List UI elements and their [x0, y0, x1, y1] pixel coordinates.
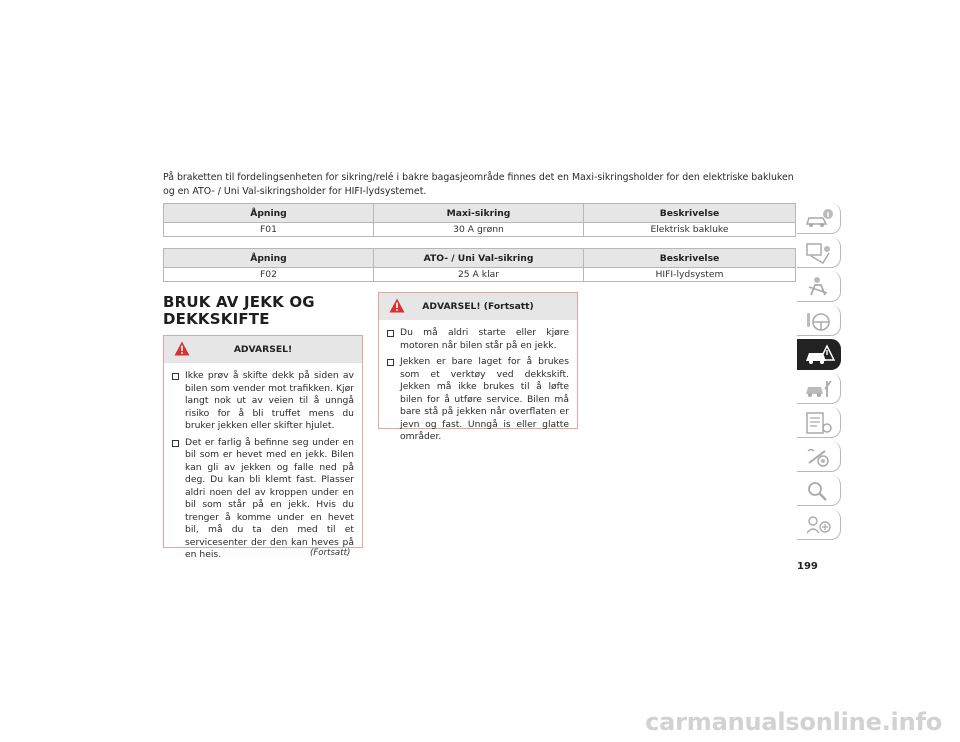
column-header: Beskrivelse — [584, 204, 796, 223]
table-cell: F01 — [164, 223, 374, 237]
tab-service[interactable] — [797, 373, 841, 404]
section-heading — [163, 294, 315, 328]
continued-label: (Fortsatt) — [310, 548, 351, 558]
warning-lights-icon — [803, 241, 835, 265]
watermark-link[interactable]: carmanualsonline.info — [645, 708, 942, 736]
table-header-row — [164, 204, 796, 223]
page-number: 199 — [797, 561, 818, 572]
column-header: Åpning — [164, 204, 374, 223]
list-item — [172, 370, 354, 433]
warning-triangle-icon — [389, 298, 405, 313]
table-cell: 25 A klar — [374, 268, 584, 282]
specifications-icon — [803, 411, 835, 435]
emergency-icon — [803, 343, 835, 367]
warning-box-continued — [378, 292, 578, 442]
list-item — [172, 437, 354, 562]
list-item — [387, 356, 569, 444]
warning-text: Ikke prøv å skifte dekk på siden av bilen som vender mot trafikken. Kjør langt nok ut av veien til å unngå risiko for å bli truffet mens du bruker jekken eller skifter hjulet. — [185, 370, 354, 431]
safety-icon — [803, 275, 835, 299]
column-header: ATO- / Uni Val-sikring — [374, 249, 584, 268]
column-header: Åpning — [164, 249, 374, 268]
tab-specifications[interactable] — [797, 407, 841, 438]
warning-header — [164, 336, 362, 363]
list-item — [387, 327, 569, 352]
table-header-row — [164, 249, 796, 268]
column-header: Maxi-sikring — [374, 204, 584, 223]
tab-safety[interactable] — [797, 271, 841, 302]
search-index-icon — [803, 479, 835, 503]
warning-title: ADVARSEL! (Fortsatt) — [422, 301, 534, 312]
warning-title: ADVARSEL! — [233, 344, 293, 355]
car-info-icon — [803, 207, 835, 231]
tab-warning-lights[interactable] — [797, 237, 841, 268]
tab-emergency[interactable] — [797, 339, 841, 370]
section-heading-line: BRUK AV JEKK OG — [163, 293, 315, 311]
checkbox-bullet-icon — [387, 359, 394, 366]
tab-language[interactable] — [797, 509, 841, 540]
tab-car-info[interactable] — [797, 203, 841, 234]
table-cell: F02 — [164, 268, 374, 282]
column-header: Beskrivelse — [584, 249, 796, 268]
table-cell: 30 A grønn — [374, 223, 584, 237]
service-icon — [803, 377, 835, 401]
warning-header — [379, 293, 577, 320]
checkbox-bullet-icon — [387, 330, 394, 337]
warning-triangle-icon — [174, 341, 190, 356]
warning-text: Du må aldri starte eller kjøre motoren når bilen står på en jekk. — [400, 327, 569, 351]
steering-wheel-icon — [803, 309, 835, 333]
table-row — [164, 223, 796, 237]
warning-text: Jekken er bare laget for å brukes som et verktøy ved dekkskift. Jekken må ikke brukes til å løfte bilen for å utføre service. Bilen må bare stå på jekken når overflaten er jevn og fast. Unngå is eller glatte områder. — [400, 356, 569, 442]
tab-search-index[interactable] — [797, 475, 841, 506]
ato-fuse-table — [163, 248, 796, 282]
tab-multimedia[interactable] — [797, 441, 841, 472]
intro-paragraph: På braketten til fordelingsenheten for sikring/relé i bakre bagasjeområde finnes det en Maxi-sikringsholder for den elektriske bakluken og en ATO- / Uni Val-sikringsholder for HIFI-lydsystemet. — [163, 172, 794, 197]
maxi-fuse-table — [163, 203, 796, 237]
checkbox-bullet-icon — [172, 373, 179, 380]
table-row — [164, 268, 796, 282]
table-cell: Elektrisk bakluke — [584, 223, 796, 237]
checkbox-bullet-icon — [172, 440, 179, 447]
multimedia-icon — [803, 445, 835, 469]
table-cell: HIFI-lydsystem — [584, 268, 796, 282]
section-heading-line: DEKKSKIFTE — [163, 310, 270, 328]
language-icon — [803, 513, 835, 537]
tab-steering[interactable] — [797, 305, 841, 336]
warning-text: Det er farlig å befinne seg under en bil som er hevet med en jekk. Bilen kan gli av jekken og falle ned på deg. Du kan bli klemt fast. Plasser aldri noen del av kroppen under en bil som står på en jekk. Hvis du trenger å komme under en hevet bil, må du ta den med til et servicesenter der den kan heves på en heis. — [185, 436, 354, 560]
